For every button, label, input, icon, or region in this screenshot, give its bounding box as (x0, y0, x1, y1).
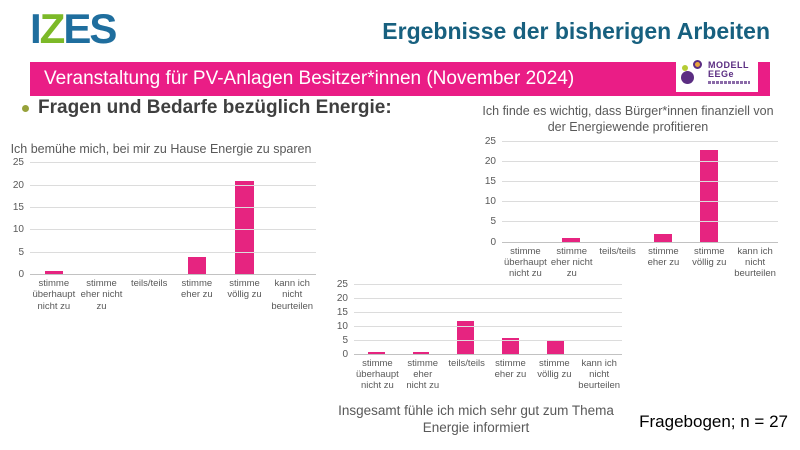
x-axis-label: teils/teils (599, 245, 636, 257)
chart-bars (30, 163, 316, 275)
y-axis-tick: 10 (336, 321, 348, 332)
modell-eege-text (708, 61, 750, 84)
modell-eege-line1: MODELL (708, 59, 749, 70)
green-dot-icon (682, 65, 688, 71)
y-axis-tick: 25 (336, 279, 348, 290)
x-axis-label: kann ich nicht beurteilen (271, 278, 314, 312)
y-axis-tick: 0 (490, 236, 496, 248)
y-axis-tick: 15 (336, 307, 348, 318)
chart-title: Ich bemühe mich, bei mir zu Hause Energie zu sparen (10, 142, 312, 156)
y-axis-tick: 20 (12, 179, 24, 191)
gridline (502, 141, 778, 142)
y-axis-tick: 5 (18, 246, 24, 258)
izes-logo-letter-z: Z (39, 5, 64, 52)
bar-slot (548, 142, 594, 243)
y-axis-tick: 25 (12, 157, 24, 169)
modell-eege-logo (676, 52, 758, 92)
y-axis-tick: 20 (484, 155, 496, 167)
y-axis-tick: 10 (484, 196, 496, 208)
gridline (354, 354, 622, 355)
event-banner: Veranstaltung für PV-Anlagen Besitzer*innen (November 2024) (30, 62, 770, 96)
x-axis-label: stimme eher nicht zu (550, 245, 593, 279)
izes-logo-letters-es: ES (63, 5, 116, 52)
bar-slot (533, 285, 578, 355)
chart-energie-informiert (330, 281, 622, 437)
y-axis-tick: 5 (342, 335, 348, 346)
modell-eege-circles-icon (681, 57, 703, 87)
bar-slot (173, 163, 221, 275)
slide-title: Ergebnisse der bisherigen Arbeiten (382, 18, 770, 44)
gridline (30, 162, 316, 163)
bar (235, 181, 253, 275)
bar-slot (30, 163, 78, 275)
gridline (354, 312, 622, 313)
chart-energie-sparen (6, 141, 316, 312)
bar-slot (443, 285, 488, 355)
modell-eege-line2: EEGe (708, 68, 735, 79)
y-axis-tick: 0 (18, 269, 24, 281)
gridline (502, 221, 778, 222)
bar (188, 257, 206, 275)
chart-bars (354, 285, 622, 355)
x-axis-label: teils/teils (130, 278, 168, 290)
footnote-n: Fragebogen; n = 27 (639, 412, 788, 431)
gridline (30, 252, 316, 253)
x-axis-label: stimme überhaupt nicht zu (356, 358, 399, 392)
gridline (354, 340, 622, 341)
x-axis-label: stimme völlig zu (692, 245, 727, 268)
x-axis-label: teils/teils (448, 358, 485, 369)
bar-slot (125, 163, 173, 275)
x-axis-label: stimme eher nicht zu (406, 358, 440, 392)
chart-x-axis-labels (30, 278, 316, 312)
bar-slot (686, 142, 732, 243)
izes-logo-letter-i: I (30, 5, 40, 52)
x-axis-label: stimme eher zu (181, 278, 213, 301)
bar-slot (577, 285, 622, 355)
y-axis-tick: 25 (484, 135, 496, 147)
gridline (30, 185, 316, 186)
bar-slot (268, 163, 316, 275)
y-axis-tick: 15 (12, 202, 24, 214)
chart-plot-area (12, 157, 316, 281)
x-axis-label: stimme überhaupt nicht zu (504, 245, 547, 279)
x-axis-label: kann ich nicht beurteilen (734, 245, 776, 279)
chart-plot-area (484, 135, 778, 248)
gridline (354, 298, 622, 299)
izes-logo (30, 5, 116, 52)
gridline (354, 326, 622, 327)
chart-title: Insgesamt fühle ich mich sehr gut zum Thema Energie informiert (338, 402, 614, 436)
gridline (30, 207, 316, 208)
y-axis-tick: 0 (342, 349, 348, 360)
bar-slot (221, 163, 269, 275)
gridline (502, 181, 778, 182)
x-axis-label: stimme völlig zu (537, 358, 572, 381)
x-axis-label: kann ich nicht beurteilen (578, 358, 621, 392)
modell-eege-tagline (708, 81, 750, 84)
bar (547, 341, 564, 355)
chart-x-axis-labels (502, 246, 778, 280)
bar-slot (640, 142, 686, 243)
bar-slot (399, 285, 444, 355)
gridline (502, 242, 778, 243)
y-axis-tick: 20 (336, 293, 348, 304)
gridline (502, 201, 778, 202)
y-axis-tick: 5 (490, 216, 496, 228)
bar-slot (594, 142, 640, 243)
y-axis-tick: 10 (12, 224, 24, 236)
gridline (502, 161, 778, 162)
purple-circle-icon (681, 71, 694, 84)
y-axis-tick: 15 (484, 175, 496, 187)
x-axis-label: stimme überhaupt nicht zu (32, 278, 76, 312)
chart-title: Ich finde es wichtig, dass Bürger*innen finanziell von der Energiewende profitieren (482, 104, 774, 135)
bar (700, 150, 717, 243)
x-axis-label: stimme eher zu (494, 358, 527, 381)
bar-slot (502, 142, 548, 243)
bar-slot (488, 285, 533, 355)
purple-ring-icon (693, 60, 702, 69)
section-heading-label: Fragen und Bedarfe bezüglich Energie: (38, 97, 392, 118)
chart-x-axis-labels (354, 358, 622, 392)
gridline (30, 229, 316, 230)
bar-slot (78, 163, 126, 275)
bullet-icon (22, 105, 29, 112)
x-axis-label: stimme eher zu (647, 245, 680, 268)
bar-slot (354, 285, 399, 355)
section-heading (22, 97, 392, 119)
bar-slot (732, 142, 778, 243)
chart-energiewende-profitieren (478, 103, 778, 279)
gridline (354, 284, 622, 285)
x-axis-label: stimme eher nicht zu (80, 278, 123, 312)
gridline (30, 274, 316, 275)
chart-plot-area (336, 279, 622, 360)
chart-bars (502, 142, 778, 243)
x-axis-label: stimme völlig zu (227, 278, 262, 301)
